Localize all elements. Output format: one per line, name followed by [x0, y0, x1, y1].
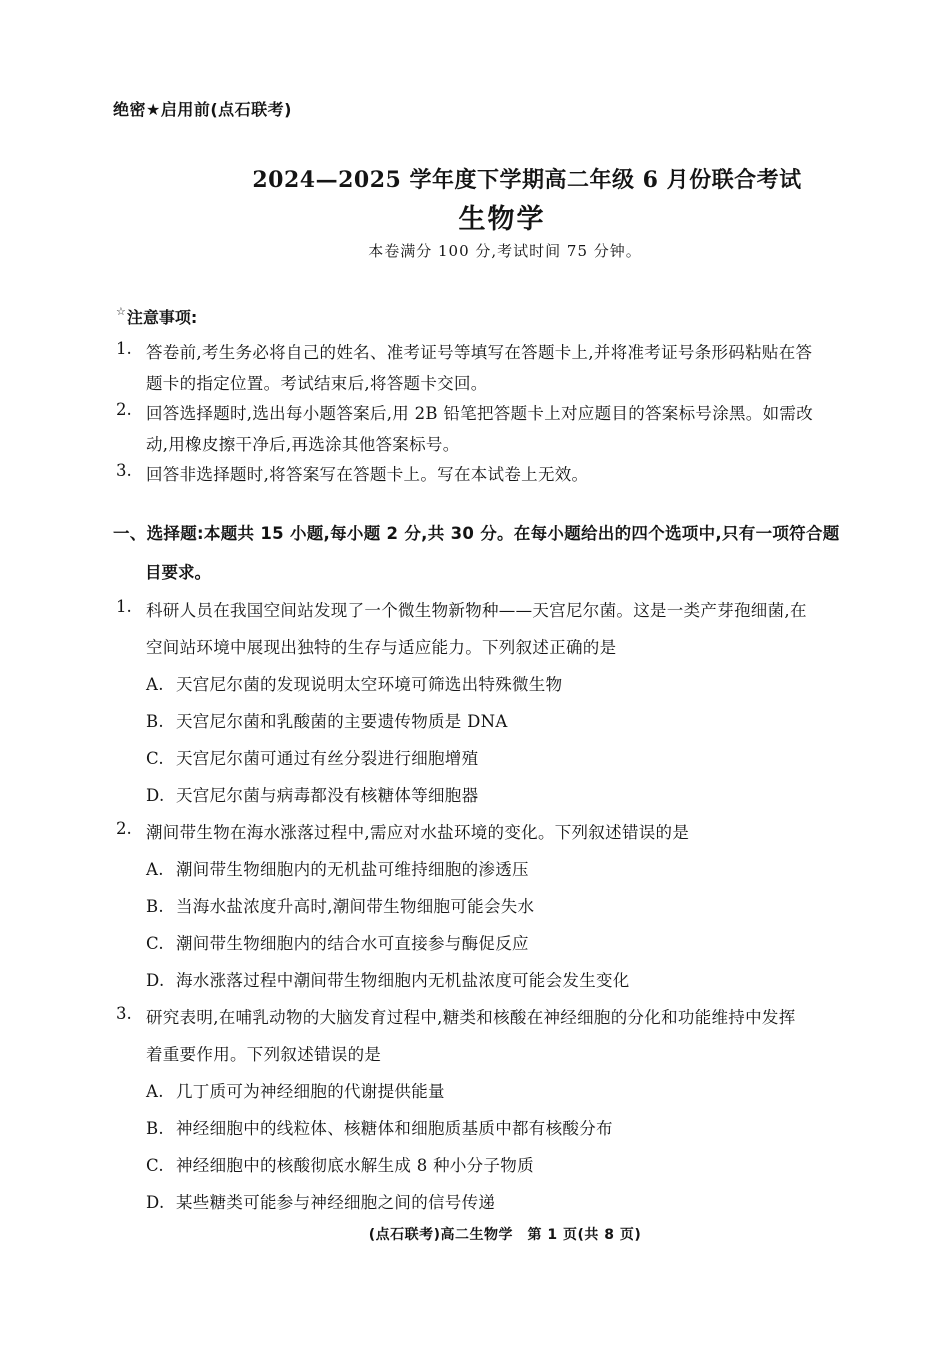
question-number: 3.: [116, 1004, 132, 1023]
question-stem: 潮间带生物在海水涨落过程中,需应对水盐环境的变化。下列叙述错误的是: [146, 823, 690, 842]
subject-title: 生物学: [458, 204, 546, 235]
notice-number: 3.: [116, 461, 132, 480]
question-number: 1.: [116, 597, 132, 616]
option-3a: A. 几丁质可为神经细胞的代谢提供能量: [146, 1082, 445, 1101]
secret-mark: 绝密★启用前(点石联考): [113, 100, 292, 119]
notice-heading: ☆注意事项:: [116, 305, 198, 327]
question-number: 2.: [116, 819, 132, 838]
option-1d: D. 天宫尼尔菌与病毒都没有核糖体等细胞器: [146, 786, 479, 805]
question-stem: 空间站环境中展现出独特的生存与适应能力。下列叙述正确的是: [146, 638, 617, 657]
notice-line: 答卷前,考生务必将自己的姓名、准考证号等填写在答题卡上,并将准考证号条形码粘贴在答: [146, 343, 813, 362]
section-heading: 一、选择题:本题共 15 小题,每小题 2 分,共 30 分。在每小题给出的四个选项中,只有一项符合题: [113, 524, 840, 543]
option-2a: A. 潮间带生物细胞内的无机盐可维持细胞的渗透压: [146, 860, 529, 879]
notice-line: 回答非选择题时,将答案写在答题卡上。写在本试卷上无效。: [146, 465, 589, 484]
option-3c: C. 神经细胞中的核酸彻底水解生成 8 种小分子物质: [146, 1156, 534, 1175]
question-stem: 研究表明,在哺乳动物的大脑发育过程中,糖类和核酸在神经细胞的分化和功能维持中发挥: [146, 1008, 796, 1027]
exam-title: 2024—2025 学年度下学期高二年级 6 月份联合考试: [252, 167, 802, 193]
option-2b: B. 当海水盐浓度升高时,潮间带生物细胞可能会失水: [146, 897, 535, 916]
question-stem: 着重要作用。下列叙述错误的是: [146, 1045, 382, 1064]
option-1a: A. 天宫尼尔菌的发现说明太空环境可筛选出特殊微生物: [146, 675, 563, 694]
option-1b: B. 天宫尼尔菌和乳酸菌的主要遗传物质是 DNA: [146, 712, 508, 731]
star-icon: ☆: [116, 305, 126, 318]
option-3d: D. 某些糖类可能参与神经细胞之间的信号传递: [146, 1193, 496, 1212]
notice-number: 2.: [116, 400, 132, 419]
option-2c: C. 潮间带生物细胞内的结合水可直接参与酶促反应: [146, 934, 529, 953]
option-3b: B. 神经细胞中的线粒体、核糖体和细胞质基质中都有核酸分布: [146, 1119, 613, 1138]
notice-line: 回答选择题时,选出每小题答案后,用 2B 铅笔把答题卡上对应题目的答案标号涂黑。如需改: [146, 404, 814, 423]
section-heading-cont: 目要求。: [145, 563, 211, 582]
exam-info: 本卷满分 100 分,考试时间 75 分钟。: [368, 242, 642, 260]
option-2d: D. 海水涨落过程中潮间带生物细胞内无机盐浓度可能会发生变化: [146, 971, 630, 990]
notice-number: 1.: [116, 339, 132, 358]
notice-line: 题卡的指定位置。考试结束后,将答题卡交回。: [146, 374, 488, 393]
question-stem: 科研人员在我国空间站发现了一个微生物新物种——天宫尼尔菌。这是一类产芽孢细菌,在: [146, 601, 807, 620]
page-footer: (点石联考)高二生物学 第 1 页(共 8 页): [368, 1227, 642, 1243]
option-1c: C. 天宫尼尔菌可通过有丝分裂进行细胞增殖: [146, 749, 479, 768]
notice-line: 动,用橡皮擦干净后,再选涂其他答案标号。: [146, 435, 460, 454]
